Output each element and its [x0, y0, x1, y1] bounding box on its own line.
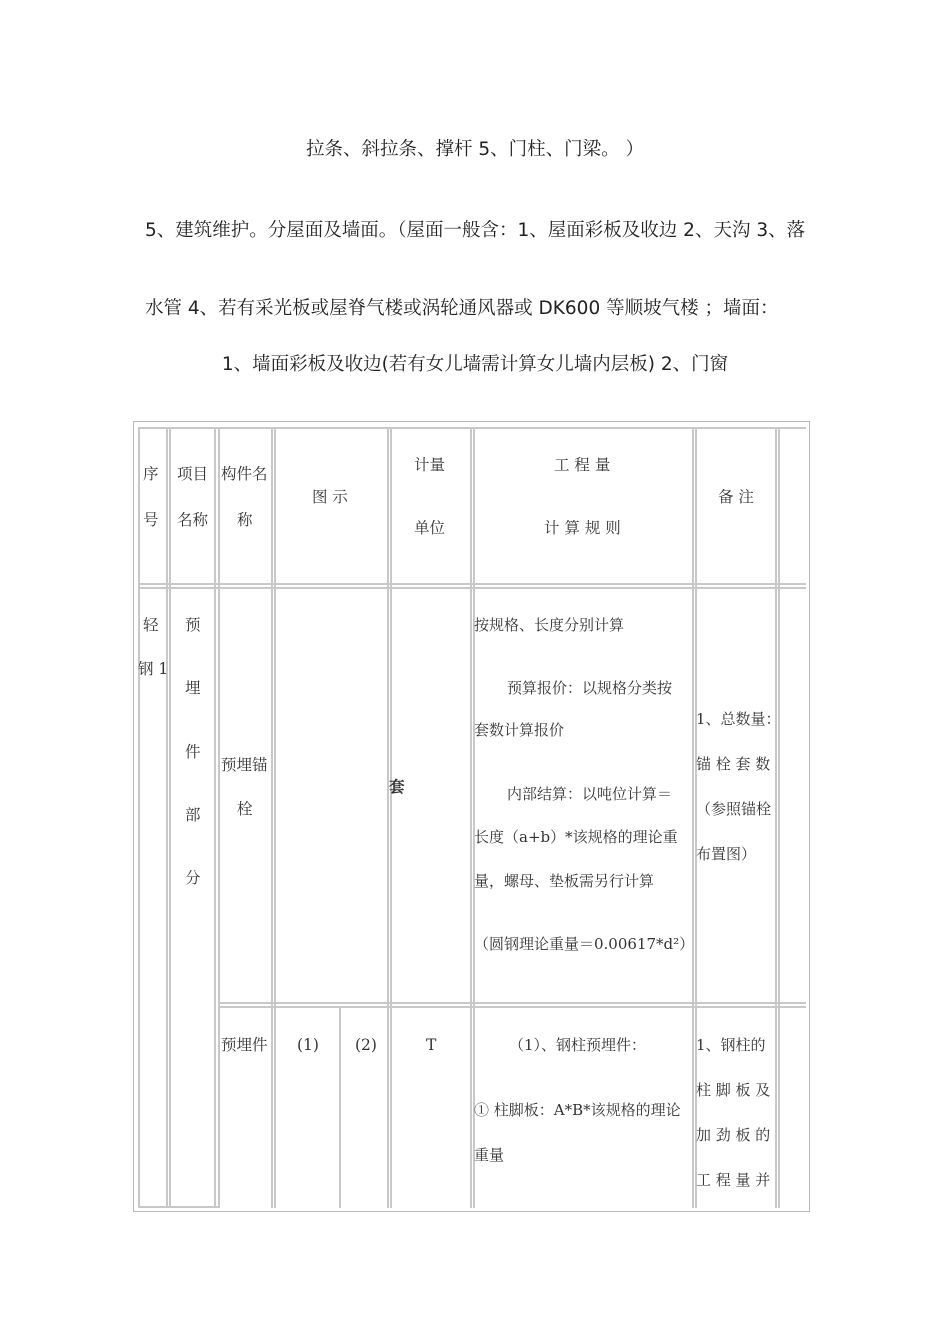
row1-component-line: 预埋锚 — [221, 756, 268, 774]
header-unit-line: 计量 — [414, 456, 446, 474]
header-rule-line: 计 算 规 则 — [544, 519, 621, 537]
row1-rule-line: 按规格、长度分别计算 — [474, 616, 625, 634]
table-rule — [390, 427, 392, 1208]
header-component-line: 称 — [237, 511, 253, 529]
row1-rule-line: 量，螺母、垫板需另行计算 — [474, 872, 655, 890]
paragraph-continuation: 拉条、斜拉条、撑杆 5、门柱、门梁。 ） — [305, 139, 645, 160]
row1-item-char: 件 — [185, 743, 201, 761]
quantity-rules-table — [133, 421, 810, 1212]
row2-component-text: 预埋件 — [221, 1036, 268, 1054]
table-rule — [169, 427, 171, 1208]
row2-rule-line: ① 柱脚板：A*B*该规格的理论 — [474, 1101, 681, 1119]
header-item-line: 项目 — [177, 465, 209, 483]
header-item-line: 名称 — [177, 511, 209, 529]
table-rule — [214, 427, 216, 1208]
table-rule — [218, 1006, 806, 1008]
table-rule — [218, 427, 220, 1208]
table-rule — [218, 1002, 806, 1004]
row1-item-char: 预 — [185, 616, 201, 634]
row1-rule-line: 预算报价：以规格分类按 — [507, 679, 673, 697]
table-rule — [778, 427, 780, 1208]
table-rule — [339, 1006, 341, 1208]
paragraph-wall-items: 1、墙面彩板及收边(若有女儿墙需计算女儿墙内层板) 2、门窗 — [221, 354, 729, 375]
row1-unit-text: 套 — [389, 778, 405, 796]
table-rule — [138, 427, 806, 429]
header-seq-line: 号 — [143, 511, 159, 529]
row2-rule-line: 重量 — [474, 1146, 505, 1164]
row1-rule-line: 套数计算报价 — [474, 721, 565, 739]
row1-item-char: 埋 — [185, 679, 201, 697]
row1-seq-line: 钢 1 — [138, 660, 169, 678]
row2-remark-line: 加 劲 板 的 — [696, 1126, 771, 1144]
table-rule — [138, 1206, 218, 1208]
row1-item-char: 部 — [185, 806, 201, 824]
table-rule — [271, 427, 273, 1208]
row2-diagram-1-label: (1) — [297, 1036, 319, 1054]
row1-seq-line: 轻 — [143, 616, 159, 634]
table-rule — [775, 427, 777, 1208]
header-component-line: 构件名 — [221, 465, 268, 483]
row1-rule-line: 内部结算：以吨位计算＝ — [507, 785, 673, 803]
row1-item-char: 分 — [185, 869, 201, 887]
row2-diagram-2-label: (2) — [355, 1036, 377, 1054]
row1-remark-line: 1、总数量： — [696, 710, 781, 728]
row1-rule-line: 长度（a+b）*该规格的理论重 — [474, 828, 678, 846]
table-rule — [138, 583, 806, 585]
header-unit-line: 单位 — [414, 519, 446, 537]
row1-remark-line: 锚 栓 套 数 — [696, 755, 771, 773]
header-rule-line: 工 程 量 — [554, 456, 611, 474]
table-rule — [274, 427, 276, 1208]
header-remark-text: 备 注 — [718, 488, 754, 506]
table-rule — [138, 587, 806, 589]
table-rule — [692, 427, 694, 1208]
row1-remark-line: 布置图） — [696, 845, 757, 863]
table-rule — [470, 427, 472, 1208]
row2-unit-text: T — [426, 1036, 437, 1054]
paragraph-roof-items: 水管 4、若有采光板或屋脊气楼或涡轮通风器或 DK600 等顺坡气楼 ；墙面： — [145, 298, 779, 319]
row2-remark-line: 1、钢柱的 — [696, 1036, 766, 1054]
row1-remark-line: （参照锚栓 — [696, 800, 772, 818]
table-rule — [473, 427, 475, 1208]
row1-rule-line: （圆钢理论重量＝0.00617*d²） — [474, 935, 695, 953]
row1-component-line: 栓 — [237, 800, 253, 818]
table-rule — [138, 427, 140, 1208]
row2-remark-line: 工 程 量 并 — [696, 1171, 771, 1189]
table-rule — [166, 427, 168, 1208]
table-rule — [387, 427, 389, 1208]
row2-rule-line: （1）、钢柱预埋件： — [509, 1036, 647, 1054]
header-diagram-text: 图 示 — [312, 488, 348, 506]
paragraph-building-envelope: 5、建筑维护。分屋面及墙面。（屋面一般含：1、屋面彩板及收边 2、天沟 3、落 — [145, 220, 806, 241]
row2-remark-line: 柱 脚 板 及 — [696, 1081, 771, 1099]
header-seq-line: 序 — [143, 465, 159, 483]
